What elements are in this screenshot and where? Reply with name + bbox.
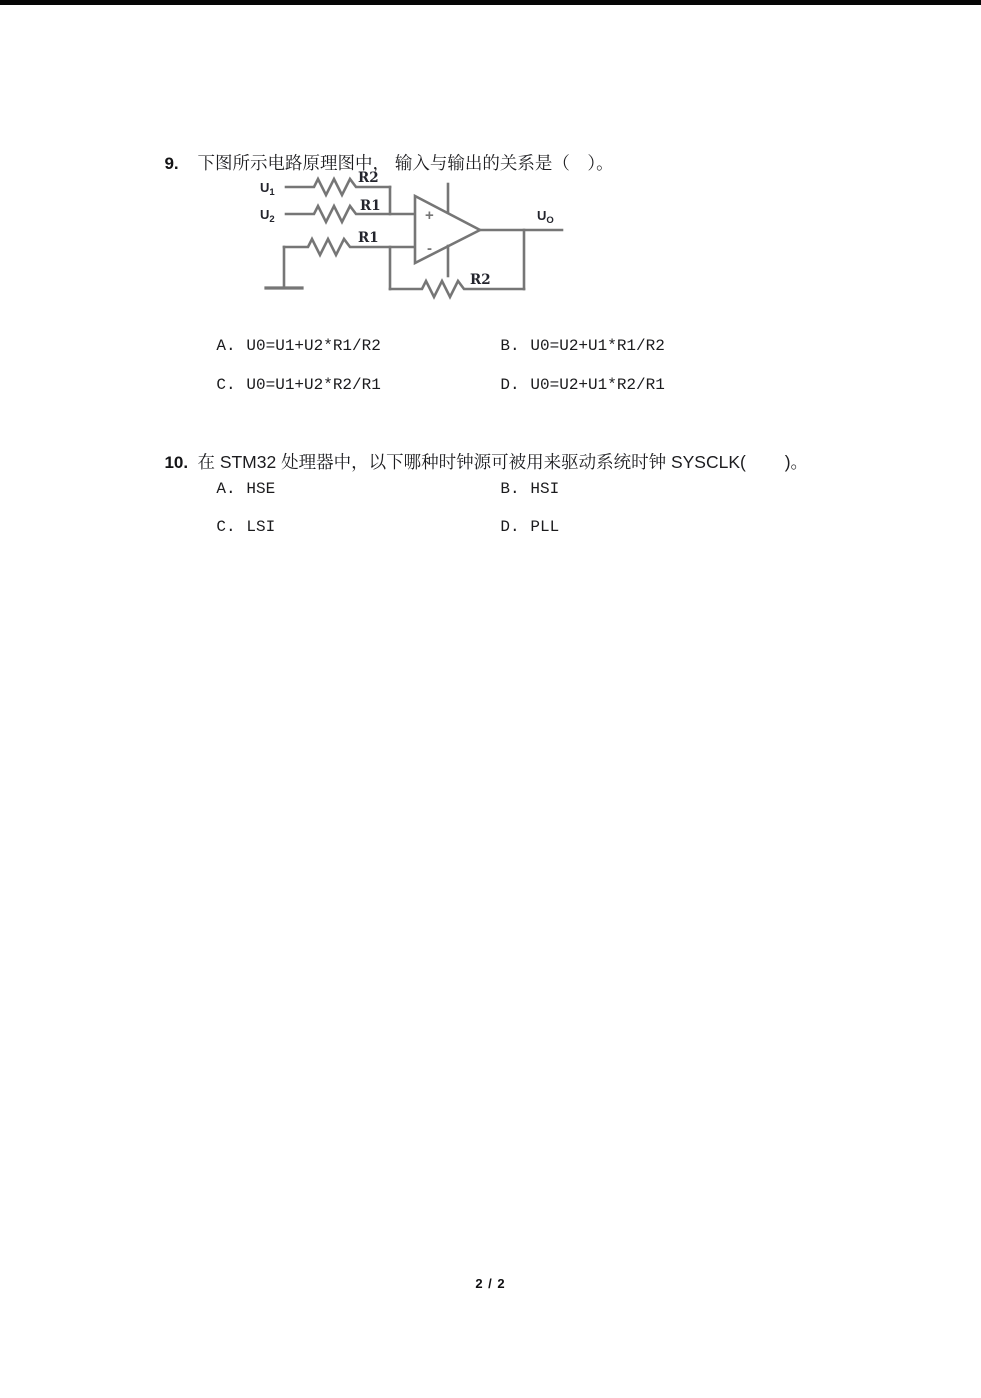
circuit-wires bbox=[266, 179, 562, 297]
label-r1-ground: R1 bbox=[358, 230, 379, 246]
label-r2-input: R2 bbox=[358, 170, 379, 186]
question-9-number: 9. bbox=[164, 154, 179, 173]
q10-option-b-text: HSI bbox=[530, 480, 560, 498]
q10-option-c bbox=[178, 500, 275, 554]
q9-option-b-label: B. bbox=[500, 337, 520, 355]
q10-option-d bbox=[462, 500, 559, 554]
question-10-number: 10. bbox=[164, 453, 189, 472]
label-u1: $U_1$ bbox=[260, 180, 275, 198]
label-r1-input: R1 bbox=[360, 198, 381, 214]
opamp-plus-sign: + bbox=[425, 207, 434, 224]
q9-option-d-label: D. bbox=[500, 376, 520, 394]
q9-option-c bbox=[178, 358, 381, 412]
q10-option-c-label: C. bbox=[216, 518, 236, 536]
q10-option-d-text: PLL bbox=[530, 518, 560, 536]
q10-option-a-label: A. bbox=[216, 480, 236, 498]
q10-option-b-label: B. bbox=[500, 480, 520, 498]
q9-option-d bbox=[462, 358, 665, 412]
question-10-text: 在 STM32 处理器中，以下哪种时钟源可被用来驱动系统时钟 SYSCLK( )。 bbox=[197, 452, 809, 472]
q9-option-a-label: A. bbox=[216, 337, 236, 355]
resistor-r1-ground bbox=[284, 239, 415, 255]
label-u2: $U_2$ bbox=[260, 207, 275, 225]
page-number bbox=[0, 1276, 981, 1291]
label-r2-feedback: R2 bbox=[470, 272, 491, 288]
page-number-text: 2 / 2 bbox=[475, 1276, 506, 1291]
resistor-r1-input bbox=[286, 206, 415, 222]
q9-option-a-text: U0=U1+U2*R1/R2 bbox=[246, 337, 381, 355]
label-uo: $U_O$ bbox=[537, 208, 554, 226]
q9-option-b-text: U0=U2+U1*R1/R2 bbox=[530, 337, 665, 355]
opamp-circuit-diagram bbox=[252, 166, 582, 316]
q10-option-a-text: HSE bbox=[246, 480, 276, 498]
top-border-bar bbox=[0, 0, 981, 5]
q10-option-c-text: LSI bbox=[246, 518, 276, 536]
resistor-r2-feedback bbox=[390, 281, 524, 297]
q9-option-c-label: C. bbox=[216, 376, 236, 394]
opamp-minus-sign: - bbox=[427, 240, 432, 257]
q10-option-d-label: D. bbox=[500, 518, 520, 536]
q9-option-d-text: U0=U2+U1*R2/R1 bbox=[530, 376, 665, 394]
question-9-text: 下图所示电路原理图中， 输入与输出的关系是（ ）。 bbox=[197, 153, 614, 173]
q9-option-c-text: U0=U1+U2*R2/R1 bbox=[246, 376, 381, 394]
